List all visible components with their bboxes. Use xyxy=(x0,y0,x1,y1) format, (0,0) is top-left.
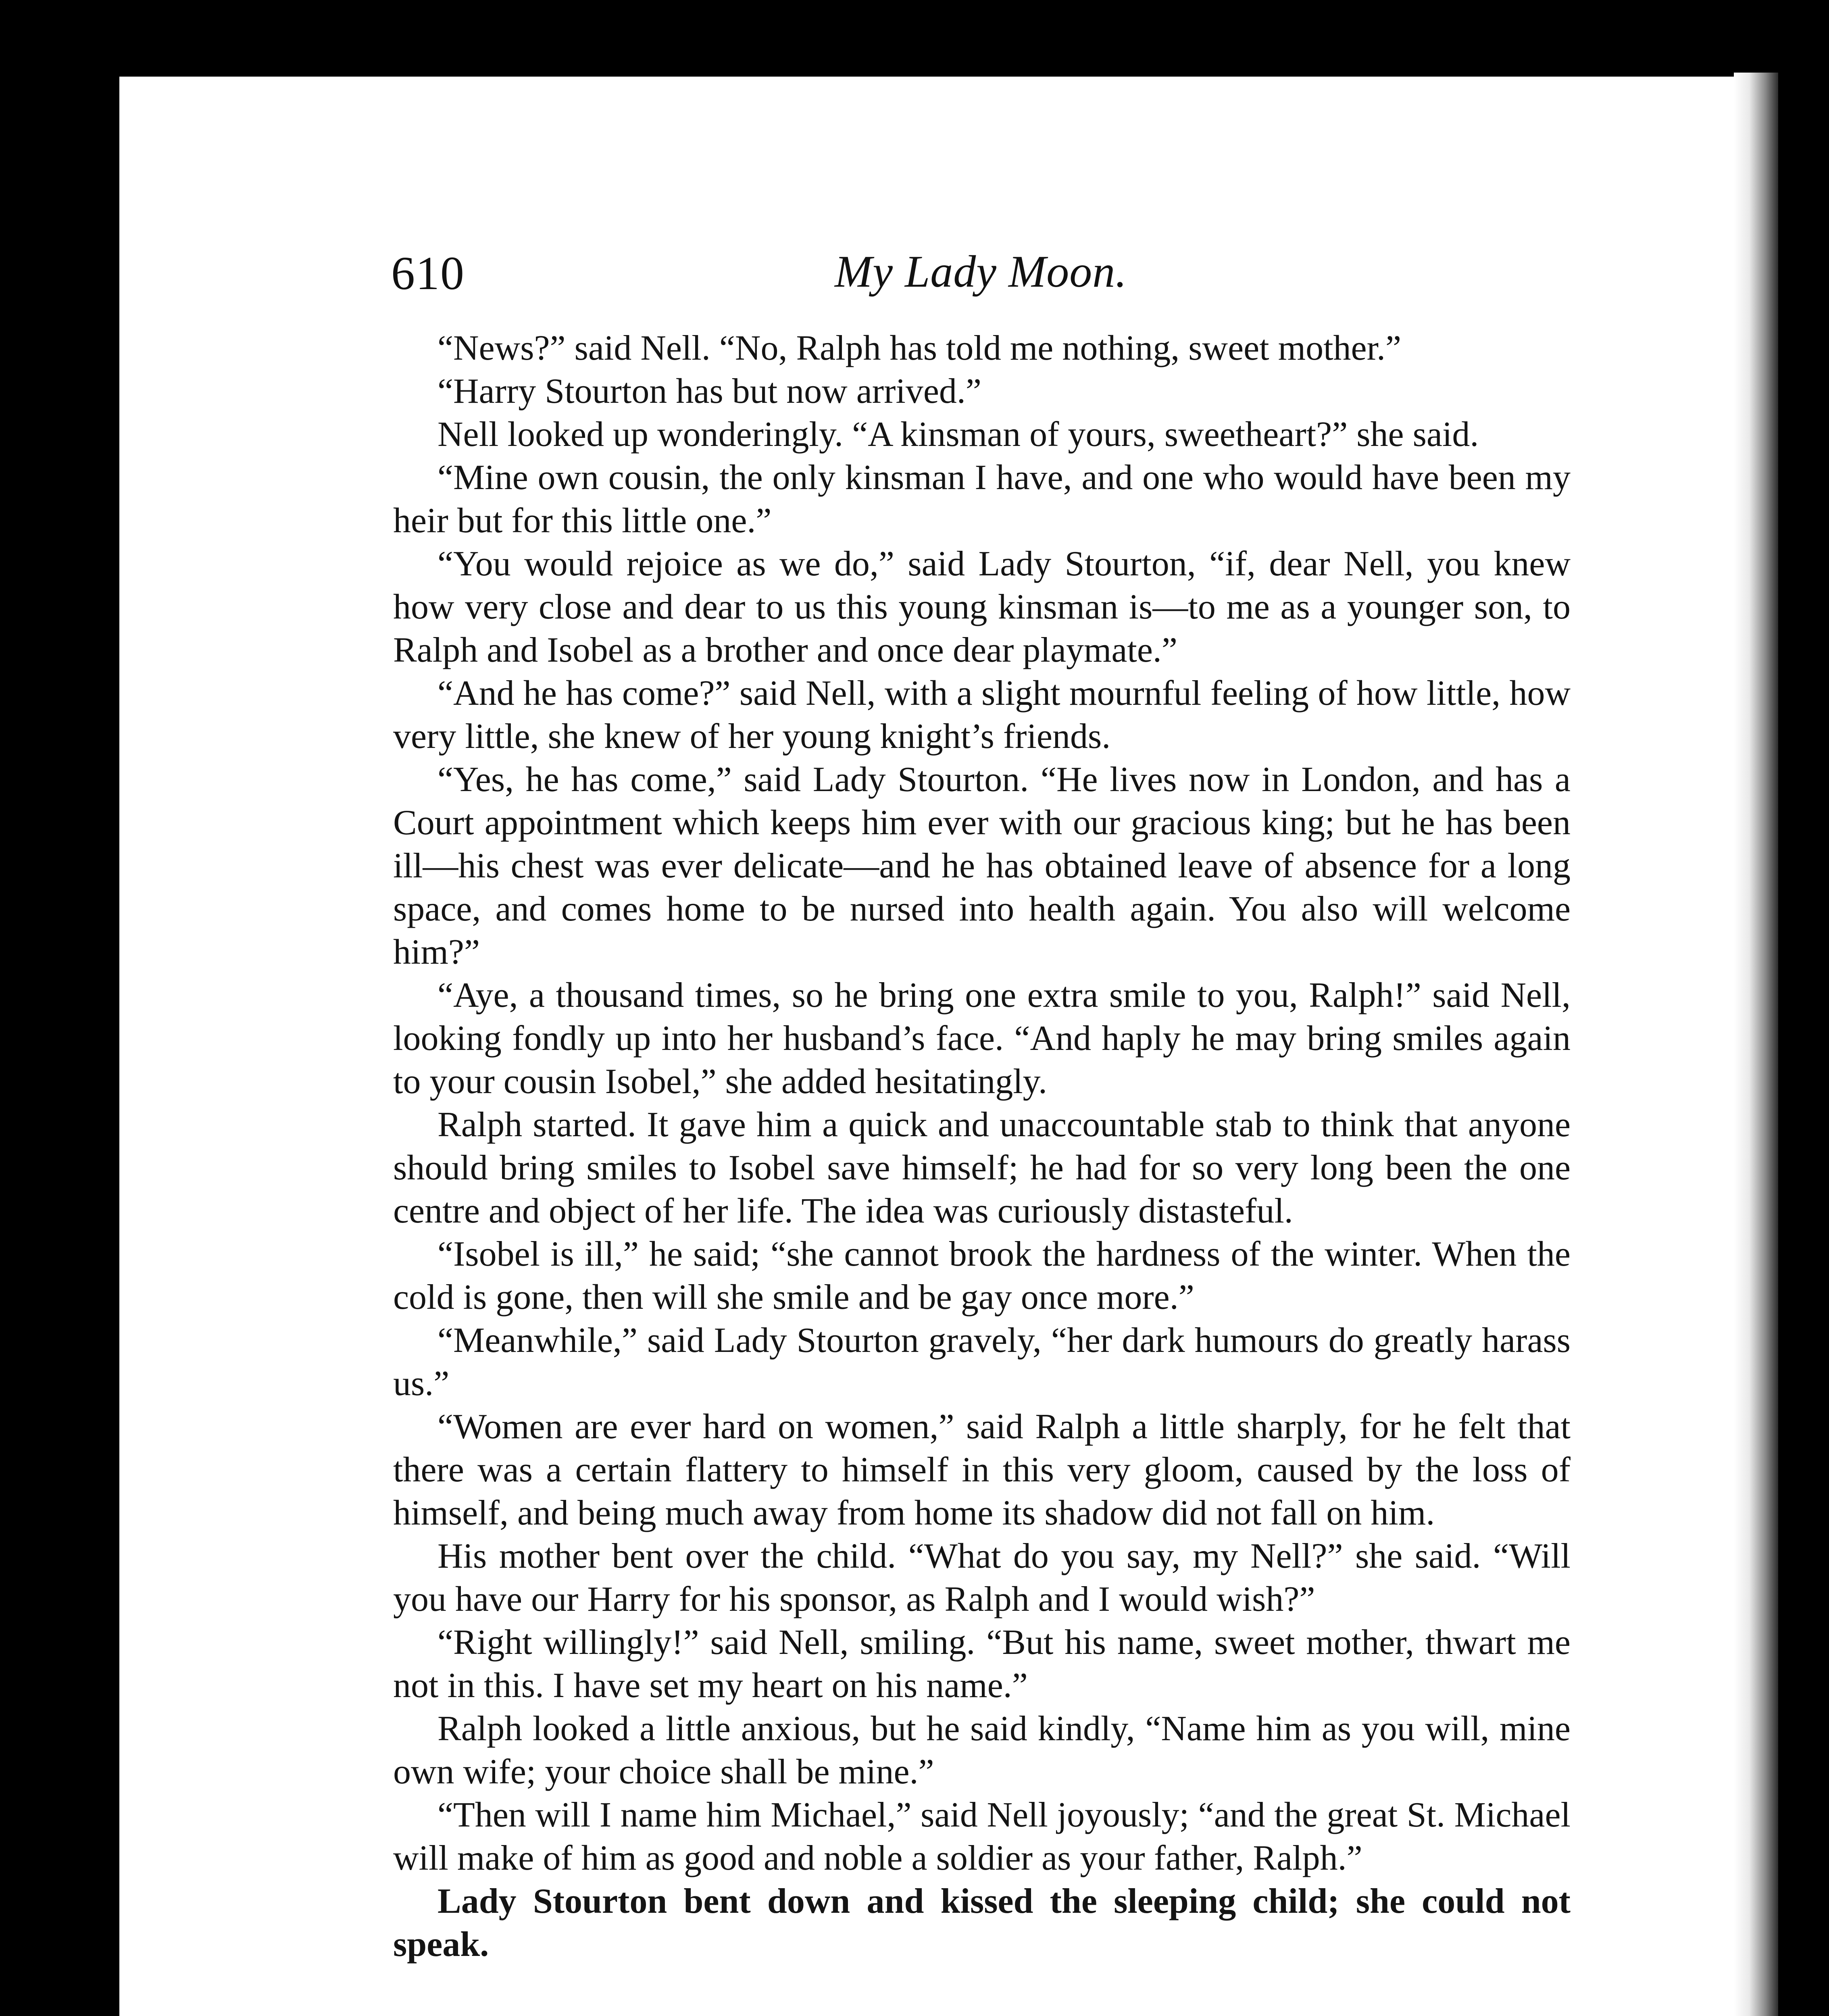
running-title: My Lady Moon. xyxy=(835,247,1127,297)
page-number: 610 xyxy=(391,247,465,300)
paragraph: “Women are ever hard on women,” said Ralph a little sharply, for he felt that there was a certain flattery to himself in this very gloom, caused by the loss of himself, and being much away from home its shadow did not fall on him. xyxy=(393,1407,1571,1533)
paragraph: “Harry Stourton has but now arrived.” xyxy=(437,372,981,411)
running-header xyxy=(391,242,1585,302)
paragraph: Lady Stourton bent down and kissed the sleeping child; she could not speak. xyxy=(393,1882,1571,1964)
paragraph: “Yes, he has come,” said Lady Stourton. “He lives now in London, and has a Court appointment which keeps him ever with our gracious king; but he has been ill—his chest was ever delicate—and he has obtained leave of absence for a long space, and comes home to be nursed into health again. You also will welcome him?” xyxy=(393,760,1571,972)
page-curl-edge xyxy=(1734,73,1778,2016)
paragraph: “Meanwhile,” said Lady Stourton gravely, “her dark humours do greatly harass us.” xyxy=(393,1321,1571,1403)
paragraph: “Mine own cousin, the only kinsman I have, and one who would have been my heir but for this little one.” xyxy=(393,458,1571,540)
paragraph: “Then will I name him Michael,” said Nell joyously; “and the great St. Michael will make of him as good and noble a soldier as your father, Ralph.” xyxy=(393,1795,1571,1878)
paragraph: His mother bent over the child. “What do you say, my Nell?” she said. “Will you have our Harry for his sponsor, as Ralph and I would wish?” xyxy=(393,1537,1571,1619)
paragraph: Nell looked up wonderingly. “A kinsman of yours, sweetheart?” she said. xyxy=(437,415,1479,454)
paragraph: “And he has come?” said Nell, with a slight mournful feeling of how little, how very little, she knew of her young knight’s friends. xyxy=(393,674,1571,756)
paragraph: Ralph started. It gave him a quick and unaccountable stab to think that anyone should bring smiles to Isobel save himself; he had for so very long been the one centre and object of her life. The idea was curiously distasteful. xyxy=(393,1105,1571,1231)
paragraph: “Right willingly!” said Nell, smiling. “But his name, sweet mother, thwart me not in this. I have set my heart on his name.” xyxy=(393,1623,1571,1705)
paragraph: Ralph looked a little anxious, but he said kindly, “Name him as you will, mine own wife; your choice shall be mine.” xyxy=(393,1709,1571,1791)
paragraph: “You would rejoice as we do,” said Lady Stourton, “if, dear Nell, you knew how very close and dear to us this young kinsman is—to me as a younger son, to Ralph and Isobel as a brother and once dear playmate.” xyxy=(393,544,1571,670)
paragraph: “Aye, a thousand times, so he bring one extra smile to you, Ralph!” said Nell, looking fondly up into her husband’s face. “And haply he may bring smiles again to your cousin Isobel,” she added hesitatingly. xyxy=(393,976,1571,1101)
paragraph: “News?” said Nell. “No, Ralph has told me nothing, sweet mother.” xyxy=(437,329,1402,368)
paragraph: “Isobel is ill,” he said; “she cannot brook the hardness of the winter. When the cold is gone, then will she smile and be gay once more.” xyxy=(393,1235,1571,1317)
body-text xyxy=(393,327,1571,1966)
